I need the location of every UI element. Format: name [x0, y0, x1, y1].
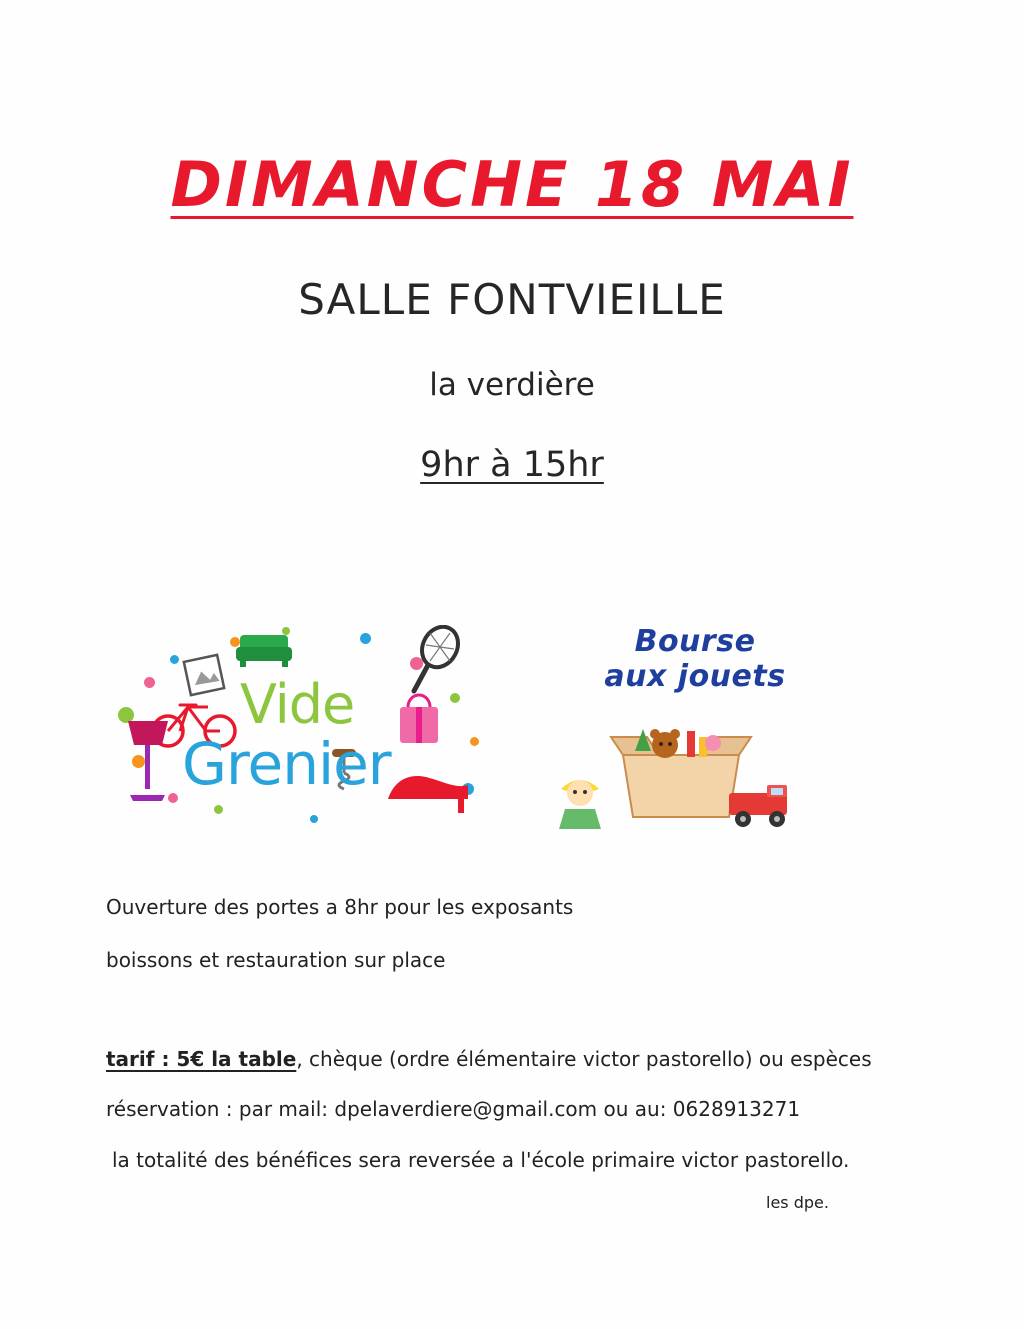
fire-truck-icon	[723, 777, 799, 833]
venue-name: SALLE FONTVIEILLE	[298, 275, 726, 324]
info-catering: boissons et restauration sur place	[106, 948, 446, 972]
handbag-icon	[392, 687, 446, 749]
vide-grenier-logo	[110, 615, 500, 845]
city-name: la verdière	[429, 367, 595, 403]
bourse-line-1: Bourse	[634, 624, 756, 659]
logo-word-grenier: Grenier	[182, 730, 391, 798]
info-tarif	[106, 1047, 872, 1071]
info-opening: Ouverture des portes a 8hr pour les exposants	[106, 895, 574, 919]
high-heel-shoe-icon	[382, 755, 474, 817]
confetti-dot	[214, 805, 223, 814]
confetti-dot	[470, 737, 479, 746]
bourse-aux-jouets-logo	[545, 625, 845, 840]
confetti-dot	[310, 815, 318, 823]
info-benefits: la totalité des bénéfices sera reversée a l'école primaire victor pastorello.	[112, 1148, 850, 1172]
confetti-dot	[360, 633, 371, 644]
doll-icon	[549, 767, 611, 833]
tarif-rest: , chèque (ordre élémentaire victor pastorello) ou espèces	[296, 1047, 872, 1071]
confetti-dot	[170, 655, 179, 664]
event-hours: 9hr à 15hr	[420, 445, 604, 485]
info-reservation: réservation : par mail: dpelaverdiere@gmail.com ou au: 0628913271	[106, 1097, 801, 1121]
info-signature: les dpe.	[766, 1193, 829, 1212]
bourse-line-2: aux jouets	[604, 658, 786, 694]
confetti-dot	[144, 677, 155, 688]
logo-word-vide: Vide	[240, 673, 355, 736]
tarif-label: tarif : 5€ la table	[106, 1047, 297, 1071]
lamp-icon	[118, 715, 178, 805]
bourse-heading	[545, 625, 845, 694]
sofa-icon	[234, 629, 294, 671]
page-title: DIMANCHE 18 MAI	[170, 148, 854, 221]
